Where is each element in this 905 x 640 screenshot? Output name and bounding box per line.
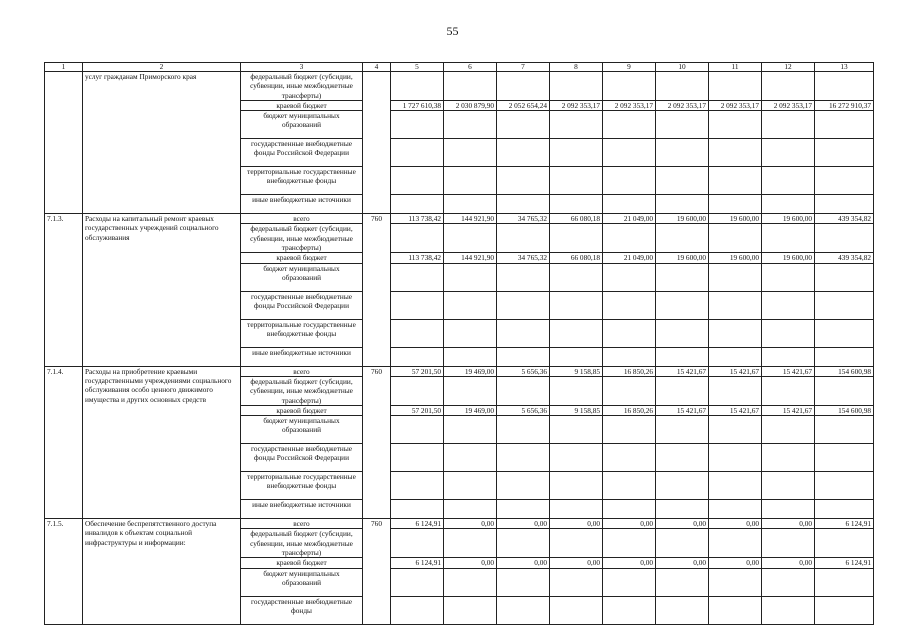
value-cell: 15 421,67 (762, 405, 815, 415)
value-cell (550, 111, 603, 139)
value-cell (603, 444, 656, 472)
value-cell (762, 263, 815, 291)
value-cell (815, 195, 874, 214)
value-cell (497, 472, 550, 500)
header-cell: 8 (550, 63, 603, 72)
value-cell (762, 291, 815, 319)
value-cell (815, 596, 874, 624)
funding-source: иные внебюджетные источники (241, 347, 363, 366)
value-cell (815, 263, 874, 291)
value-cell: 2 092 353,17 (762, 100, 815, 110)
value-cell (815, 167, 874, 195)
funding-source: всего (241, 519, 363, 529)
value-cell (656, 111, 709, 139)
value-cell: 2 092 353,17 (603, 100, 656, 110)
value-cell (550, 263, 603, 291)
value-cell: 0,00 (603, 519, 656, 529)
value-cell (815, 291, 874, 319)
value-cell (550, 416, 603, 444)
value-cell (391, 291, 444, 319)
row-code (45, 72, 83, 214)
value-cell (603, 416, 656, 444)
value-cell (656, 263, 709, 291)
value-cell (497, 111, 550, 139)
value-cell: 19 469,00 (444, 405, 497, 415)
value-cell (762, 195, 815, 214)
value-cell (656, 167, 709, 195)
value-cell: 5 656,36 (497, 366, 550, 376)
header-cell: 2 (83, 63, 241, 72)
value-cell (391, 596, 444, 624)
value-cell (391, 167, 444, 195)
value-cell (444, 72, 497, 101)
value-cell (815, 376, 874, 405)
funding-source: государственные внебюджетные фонды Российской Федерации (241, 139, 363, 167)
value-cell (709, 529, 762, 558)
value-cell: 0,00 (709, 519, 762, 529)
header-cell: 6 (444, 63, 497, 72)
header-cell: 9 (603, 63, 656, 72)
value-cell (391, 111, 444, 139)
value-cell (497, 224, 550, 253)
value-cell: 113 738,42 (391, 214, 444, 224)
value-cell (815, 472, 874, 500)
value-cell: 21 049,00 (603, 214, 656, 224)
header-row (45, 63, 874, 72)
value-cell (391, 500, 444, 519)
value-cell (603, 347, 656, 366)
value-cell: 57 201,50 (391, 405, 444, 415)
funding-source: государственные внебюджетные фонды Российской Федерации (241, 444, 363, 472)
value-cell (444, 111, 497, 139)
value-cell: 154 600,98 (815, 405, 874, 415)
value-cell: 6 124,91 (815, 558, 874, 568)
value-cell: 21 049,00 (603, 253, 656, 263)
value-cell (709, 167, 762, 195)
value-cell (656, 224, 709, 253)
value-cell (444, 167, 497, 195)
value-cell: 2 030 879,90 (444, 100, 497, 110)
value-cell (762, 376, 815, 405)
value-cell (391, 224, 444, 253)
value-cell: 0,00 (656, 558, 709, 568)
value-cell: 19 600,00 (656, 214, 709, 224)
value-cell (497, 72, 550, 101)
value-cell (497, 195, 550, 214)
value-cell (815, 347, 874, 366)
value-cell (656, 72, 709, 101)
value-cell (391, 416, 444, 444)
value-cell (709, 319, 762, 347)
value-cell (550, 444, 603, 472)
value-cell: 144 921,90 (444, 214, 497, 224)
funding-source: территориальные государственные внебюджетные фонды (241, 319, 363, 347)
header-cell: 3 (241, 63, 363, 72)
value-cell: 15 421,67 (656, 405, 709, 415)
value-cell: 16 272 910,37 (815, 100, 874, 110)
value-cell (656, 444, 709, 472)
value-cell: 5 656,36 (497, 405, 550, 415)
value-cell: 439 354,82 (815, 253, 874, 263)
value-cell: 1 727 610,38 (391, 100, 444, 110)
funding-source: иные внебюджетные источники (241, 195, 363, 214)
value-cell (497, 263, 550, 291)
row-name: Расходы на приобретение краевыми государственными учреждениями социального обслуживания особо ценного движимого имущества и других основных средств (83, 366, 241, 518)
grbs-code: 760 (363, 519, 391, 624)
value-cell (709, 291, 762, 319)
value-cell (709, 195, 762, 214)
value-cell (656, 472, 709, 500)
value-cell (815, 224, 874, 253)
value-cell (656, 139, 709, 167)
value-cell (815, 319, 874, 347)
value-cell (762, 529, 815, 558)
budget-table (44, 62, 874, 625)
value-cell (444, 416, 497, 444)
value-cell (709, 472, 762, 500)
value-cell (603, 167, 656, 195)
value-cell (391, 263, 444, 291)
value-cell (444, 500, 497, 519)
header-cell: 5 (391, 63, 444, 72)
funding-source: федеральный бюджет (субсидии, субвенции, иные межбюджетные трансферты) (241, 72, 363, 101)
value-cell: 16 850,26 (603, 366, 656, 376)
value-cell (550, 139, 603, 167)
value-cell (497, 347, 550, 366)
value-cell: 15 421,67 (656, 366, 709, 376)
funding-source: краевой бюджет (241, 558, 363, 568)
value-cell (709, 72, 762, 101)
value-cell (709, 139, 762, 167)
value-cell (497, 416, 550, 444)
value-cell: 15 421,67 (762, 366, 815, 376)
value-cell (603, 263, 656, 291)
header-cell: 10 (656, 63, 709, 72)
value-cell (444, 472, 497, 500)
value-cell (815, 416, 874, 444)
value-cell (444, 139, 497, 167)
value-cell (550, 376, 603, 405)
value-cell (709, 111, 762, 139)
value-cell (762, 500, 815, 519)
funding-source: краевой бюджет (241, 405, 363, 415)
value-cell (550, 195, 603, 214)
value-cell (762, 224, 815, 253)
value-cell (762, 444, 815, 472)
value-cell (497, 167, 550, 195)
value-cell: 19 600,00 (709, 214, 762, 224)
value-cell (762, 568, 815, 596)
funding-source: бюджет муниципальных образований (241, 111, 363, 139)
funding-source: бюджет муниципальных образований (241, 416, 363, 444)
value-cell: 57 201,50 (391, 366, 444, 376)
value-cell (762, 111, 815, 139)
value-cell (603, 529, 656, 558)
value-cell: 34 765,32 (497, 214, 550, 224)
value-cell (603, 319, 656, 347)
value-cell (709, 376, 762, 405)
value-cell (762, 167, 815, 195)
funding-source: федеральный бюджет (субсидии, субвенции, иные межбюджетные трансферты) (241, 224, 363, 253)
value-cell (656, 195, 709, 214)
funding-source: бюджет муниципальных образований (241, 263, 363, 291)
value-cell (497, 596, 550, 624)
value-cell: 439 354,82 (815, 214, 874, 224)
value-cell (391, 139, 444, 167)
value-cell (550, 529, 603, 558)
funding-source: всего (241, 214, 363, 224)
row-code: 7.1.3. (45, 214, 83, 366)
value-cell (444, 291, 497, 319)
funding-source: краевой бюджет (241, 100, 363, 110)
value-cell (603, 291, 656, 319)
funding-source: территориальные государственные внебюджетные фонды (241, 472, 363, 500)
value-cell (444, 263, 497, 291)
grbs-code: 760 (363, 366, 391, 518)
funding-source: государственные внебюджетные фонды Российской Федерации (241, 291, 363, 319)
value-cell (762, 347, 815, 366)
funding-source: территориальные государственные внебюджетные фонды (241, 167, 363, 195)
value-cell (762, 319, 815, 347)
value-cell (656, 416, 709, 444)
row-name: услуг гражданам Приморского края (83, 72, 241, 214)
funding-source: федеральный бюджет (субсидии, субвенции, иные межбюджетные трансферты) (241, 376, 363, 405)
value-cell (603, 472, 656, 500)
value-cell: 6 124,91 (815, 519, 874, 529)
value-cell (550, 596, 603, 624)
funding-source: бюджет муниципальных образований (241, 568, 363, 596)
funding-source: иные внебюджетные источники (241, 500, 363, 519)
value-cell: 2 052 654,24 (497, 100, 550, 110)
header-cell: 13 (815, 63, 874, 72)
value-cell: 144 921,90 (444, 253, 497, 263)
value-cell (709, 224, 762, 253)
value-cell (656, 291, 709, 319)
value-cell (497, 319, 550, 347)
value-cell (815, 139, 874, 167)
value-cell (603, 72, 656, 101)
value-cell: 0,00 (603, 558, 656, 568)
value-cell (762, 472, 815, 500)
value-cell (656, 347, 709, 366)
value-cell (815, 568, 874, 596)
funding-source: всего (241, 366, 363, 376)
value-cell (656, 500, 709, 519)
value-cell (391, 568, 444, 596)
value-cell (391, 347, 444, 366)
value-cell (444, 224, 497, 253)
value-cell: 0,00 (444, 558, 497, 568)
value-cell (497, 376, 550, 405)
value-cell (603, 376, 656, 405)
value-cell (815, 72, 874, 101)
value-cell (603, 111, 656, 139)
value-cell (444, 596, 497, 624)
value-cell (550, 167, 603, 195)
value-cell: 0,00 (497, 519, 550, 529)
page-number: 55 (446, 24, 459, 38)
value-cell: 9 158,85 (550, 405, 603, 415)
value-cell (497, 500, 550, 519)
value-cell: 2 092 353,17 (656, 100, 709, 110)
value-cell (709, 500, 762, 519)
value-cell (762, 596, 815, 624)
value-cell (444, 444, 497, 472)
value-cell (391, 444, 444, 472)
value-cell (550, 472, 603, 500)
value-cell (603, 568, 656, 596)
value-cell (391, 72, 444, 101)
funding-source: краевой бюджет (241, 253, 363, 263)
value-cell: 6 124,91 (391, 519, 444, 529)
value-cell: 154 600,98 (815, 366, 874, 376)
header-cell: 4 (363, 63, 391, 72)
value-cell: 0,00 (497, 558, 550, 568)
value-cell: 0,00 (550, 519, 603, 529)
row-name: Расходы на капитальный ремонт краевых государственных учреждений социального обслуживания (83, 214, 241, 366)
value-cell: 0,00 (762, 519, 815, 529)
value-cell: 9 158,85 (550, 366, 603, 376)
value-cell: 19 469,00 (444, 366, 497, 376)
value-cell (444, 319, 497, 347)
value-cell (497, 291, 550, 319)
value-cell (550, 568, 603, 596)
value-cell: 66 080,18 (550, 253, 603, 263)
value-cell (656, 568, 709, 596)
value-cell (497, 568, 550, 596)
value-cell: 19 600,00 (762, 214, 815, 224)
value-cell (444, 347, 497, 366)
header-cell: 12 (762, 63, 815, 72)
value-cell (709, 596, 762, 624)
value-cell (656, 529, 709, 558)
value-cell (603, 139, 656, 167)
value-cell: 2 092 353,17 (709, 100, 762, 110)
header-cell: 7 (497, 63, 550, 72)
value-cell (444, 568, 497, 596)
value-cell (762, 139, 815, 167)
value-cell (550, 500, 603, 519)
value-cell (709, 444, 762, 472)
value-cell (656, 319, 709, 347)
value-cell: 15 421,67 (709, 366, 762, 376)
value-cell (603, 500, 656, 519)
value-cell (444, 195, 497, 214)
grbs-code (363, 72, 391, 214)
value-cell (391, 319, 444, 347)
value-cell (656, 596, 709, 624)
value-cell (391, 529, 444, 558)
table-row (45, 72, 874, 101)
value-cell (550, 224, 603, 253)
value-cell (709, 347, 762, 366)
value-cell (444, 529, 497, 558)
value-cell (815, 500, 874, 519)
value-cell: 0,00 (656, 519, 709, 529)
row-name: Обеспечение беспрепятственного доступа инвалидов к объектам социальной инфраструктуры и информации: (83, 519, 241, 624)
value-cell (550, 72, 603, 101)
value-cell (603, 596, 656, 624)
value-cell: 0,00 (709, 558, 762, 568)
row-code: 7.1.5. (45, 519, 83, 624)
value-cell: 2 092 353,17 (550, 100, 603, 110)
value-cell (391, 472, 444, 500)
table-row (45, 519, 874, 529)
value-cell: 113 738,42 (391, 253, 444, 263)
value-cell (709, 263, 762, 291)
value-cell (497, 529, 550, 558)
value-cell (550, 347, 603, 366)
funding-source: государственные внебюджетные фонды (241, 596, 363, 624)
table-row (45, 214, 874, 224)
value-cell (497, 444, 550, 472)
value-cell: 0,00 (550, 558, 603, 568)
value-cell (709, 568, 762, 596)
header-cell: 1 (45, 63, 83, 72)
value-cell (391, 376, 444, 405)
value-cell (815, 529, 874, 558)
value-cell (550, 319, 603, 347)
value-cell (762, 72, 815, 101)
header-cell: 11 (709, 63, 762, 72)
value-cell: 15 421,67 (709, 405, 762, 415)
value-cell (497, 139, 550, 167)
value-cell: 0,00 (444, 519, 497, 529)
funding-source: федеральный бюджет (субсидии, субвенции, иные межбюджетные трансферты) (241, 529, 363, 558)
row-code: 7.1.4. (45, 366, 83, 518)
value-cell (444, 376, 497, 405)
value-cell (603, 195, 656, 214)
value-cell: 34 765,32 (497, 253, 550, 263)
value-cell: 19 600,00 (762, 253, 815, 263)
value-cell (603, 224, 656, 253)
table-row (45, 366, 874, 376)
grbs-code: 760 (363, 214, 391, 366)
value-cell (762, 416, 815, 444)
value-cell (656, 376, 709, 405)
value-cell: 6 124,91 (391, 558, 444, 568)
value-cell (815, 111, 874, 139)
value-cell: 16 850,26 (603, 405, 656, 415)
value-cell (550, 291, 603, 319)
value-cell (709, 416, 762, 444)
value-cell (391, 195, 444, 214)
value-cell: 19 600,00 (709, 253, 762, 263)
value-cell: 0,00 (762, 558, 815, 568)
value-cell: 19 600,00 (656, 253, 709, 263)
value-cell (815, 444, 874, 472)
value-cell: 66 080,18 (550, 214, 603, 224)
